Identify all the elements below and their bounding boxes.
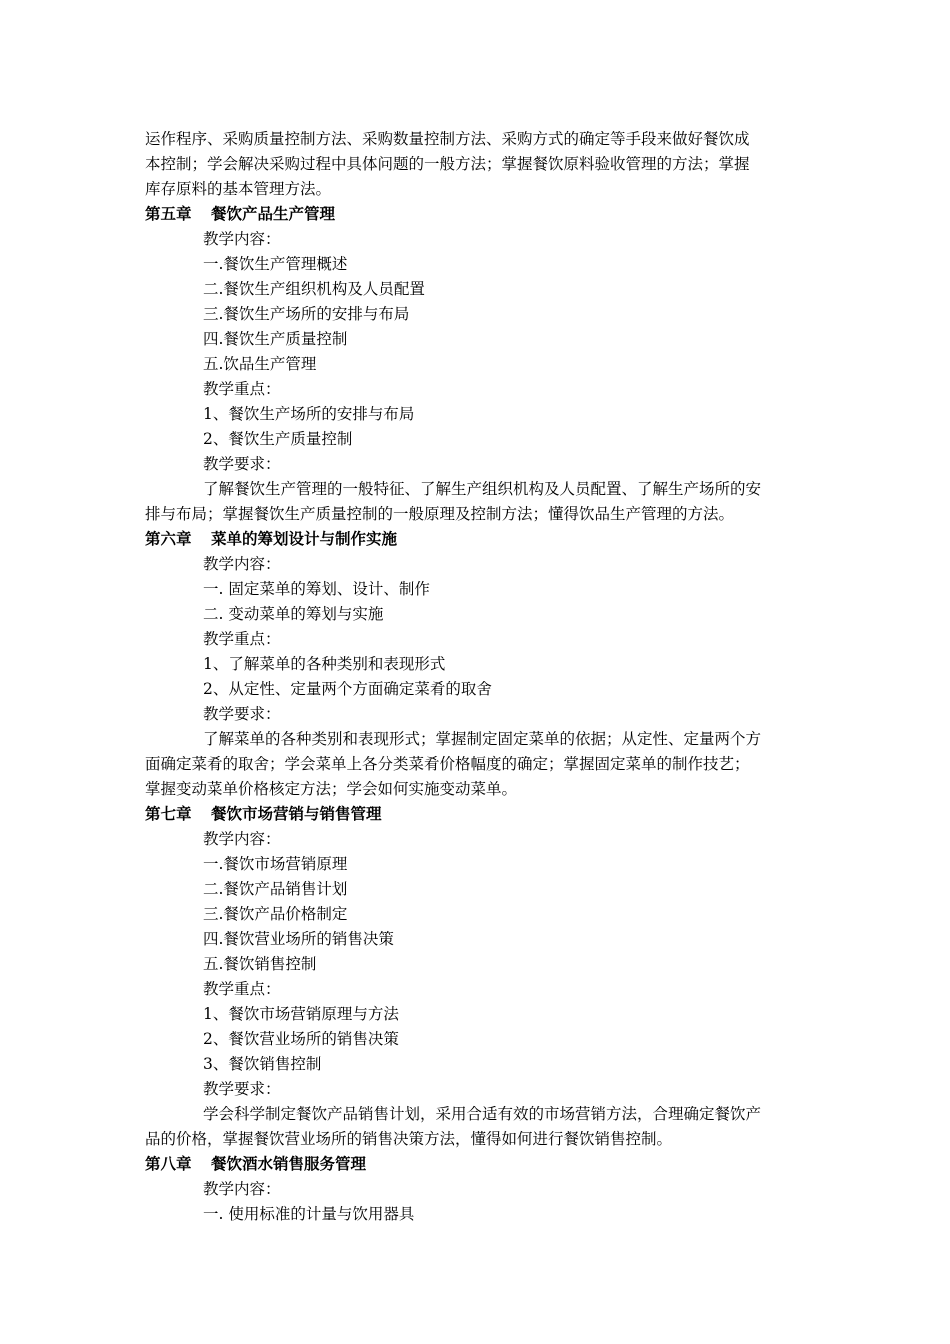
requirement-line: 了解菜单的各种类别和表现形式；掌握制定固定菜单的依据；从定性、定量两个方: [203, 730, 762, 748]
chapter-title: 餐饮酒水销售服务管理: [211, 1155, 367, 1173]
list-item: 2、从定性、定量两个方面确定菜肴的取舍: [203, 680, 492, 698]
list-item: 二.餐饮产品销售计划: [203, 880, 348, 898]
chapter-heading: [145, 527, 397, 552]
list-item: 2、餐饮营业场所的销售决策: [203, 1030, 399, 1048]
requirement-line: 品的价格，掌握餐饮营业场所的销售决策方法，懂得如何进行餐饮销售控制。: [145, 1130, 673, 1148]
chapter-number: 第八章: [145, 1155, 192, 1173]
section-label: 教学要求：: [203, 455, 281, 473]
section-label: 教学重点：: [203, 980, 281, 998]
section-label: 教学要求：: [203, 705, 281, 723]
list-item: 一. 使用标准的计量与饮用器具: [203, 1205, 415, 1223]
chapter-heading: [145, 802, 382, 827]
chapter-title: 餐饮产品生产管理: [211, 205, 336, 223]
intro-line: 库存原料的基本管理方法。: [145, 180, 332, 198]
section-label: 教学内容：: [203, 555, 281, 573]
chapter-heading: [145, 1152, 366, 1177]
list-item: 四.餐饮营业场所的销售决策: [203, 930, 394, 948]
requirement-line: 学会科学制定餐饮产品销售计划，采用合适有效的市场营销方法，合理确定餐饮产: [203, 1105, 762, 1123]
list-item: 五.饮品生产管理: [203, 355, 317, 373]
requirement-line: 排与布局；掌握餐饮生产质量控制的一般原理及控制方法；懂得饮品生产管理的方法。: [145, 505, 735, 523]
list-item: 1、餐饮生产场所的安排与布局: [203, 405, 415, 423]
chapter-number: 第七章: [145, 805, 192, 823]
requirement-line: 面确定菜肴的取舍；学会菜单上各分类菜肴价格幅度的确定；掌握固定菜单的制作技艺；: [145, 755, 750, 773]
chapter-heading: [145, 202, 335, 227]
chapter-number: 第六章: [145, 530, 192, 548]
list-item: 1、餐饮市场营销原理与方法: [203, 1005, 399, 1023]
list-item: 一.餐饮市场营销原理: [203, 855, 348, 873]
section-label: 教学内容：: [203, 230, 281, 248]
list-item: 一. 固定菜单的筹划、设计、制作: [203, 580, 430, 598]
list-item: 四.餐饮生产质量控制: [203, 330, 348, 348]
section-label: 教学要求：: [203, 1080, 281, 1098]
intro-line: 本控制；学会解决采购过程中具体问题的一般方法；掌握餐饮原料验收管理的方法；掌握: [145, 155, 750, 173]
list-item: 2、餐饮生产质量控制: [203, 430, 353, 448]
chapter-title: 菜单的筹划设计与制作实施: [211, 530, 398, 548]
list-item: 二.餐饮生产组织机构及人员配置: [203, 280, 425, 298]
chapter-title: 餐饮市场营销与销售管理: [211, 805, 382, 823]
list-item: 三.餐饮生产场所的安排与布局: [203, 305, 410, 323]
section-label: 教学重点：: [203, 380, 281, 398]
list-item: 五.餐饮销售控制: [203, 955, 317, 973]
list-item: 1、了解菜单的各种类别和表现形式: [203, 655, 446, 673]
list-item: 3、餐饮销售控制: [203, 1055, 322, 1073]
section-label: 教学重点：: [203, 630, 281, 648]
list-item: 二. 变动菜单的筹划与实施: [203, 605, 384, 623]
requirement-line: 掌握变动菜单价格核定方法；学会如何实施变动菜单。: [145, 780, 518, 798]
chapter-number: 第五章: [145, 205, 192, 223]
section-label: 教学内容：: [203, 1180, 281, 1198]
section-label: 教学内容：: [203, 830, 281, 848]
requirement-line: 了解餐饮生产管理的一般特征、了解生产组织机构及人员配置、了解生产场所的安: [203, 480, 762, 498]
intro-line: 运作程序、采购质量控制方法、采购数量控制方法、采购方式的确定等手段来做好餐饮成: [145, 130, 750, 148]
list-item: 一.餐饮生产管理概述: [203, 255, 348, 273]
list-item: 三.餐饮产品价格制定: [203, 905, 348, 923]
